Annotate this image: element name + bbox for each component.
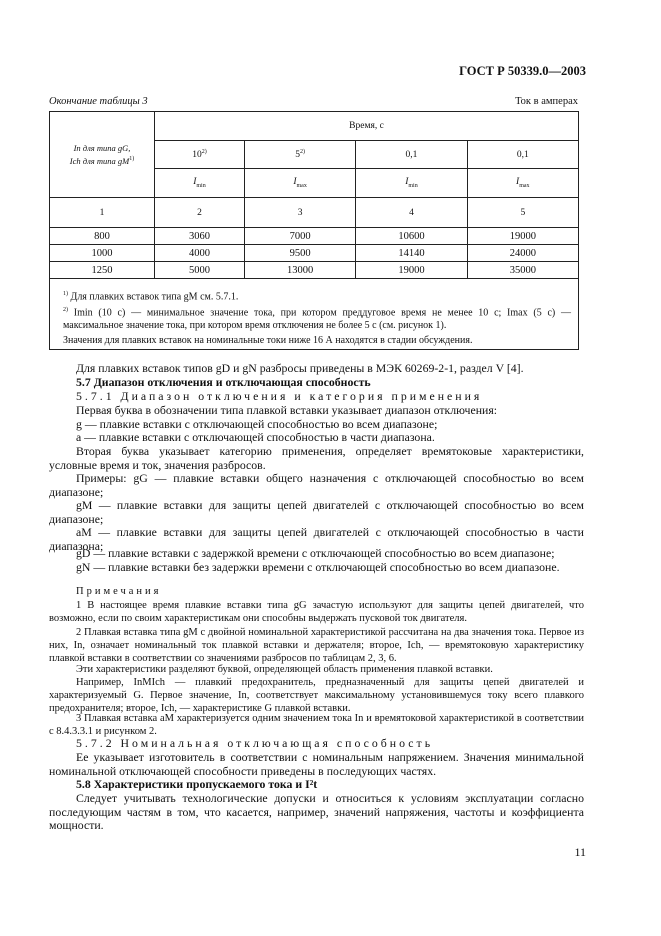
row-header-cell: In для типа gG, Ich для типа $gM^{1)}$ [50, 112, 155, 198]
footnote-3: Значения для плавких вставок на номинальные токи ниже 16 А находятся в стадии обсуждения. [63, 335, 473, 346]
paragraph: Ее указывает изготовитель в соответствии с номинальным напряжением. Значения минимальной номинальной отключающей способности приведены в последующих частях. [49, 750, 584, 778]
section-heading-5-7: 5.7 Диапазон отключения и отключающая способность [76, 375, 371, 389]
paragraph: Примеры: gG — плавкие вставки общего назначения с отключающей способностью во всем диапазоне; [49, 471, 584, 499]
col1-header-line1: In для типа gG, [73, 142, 131, 153]
page-number: 11 [574, 845, 586, 859]
paragraph: Первая буква в обозначении типа плавкой вставки указывает диапазон отключения: [76, 403, 498, 417]
note-2-example: Например, InMIch — плавкий предохранитель, предназначенный для защиты цепей двигателей и характеризуемый G. Первое значение, In, соответствует максимальному установившемуся току всего плавкого предохранителя; второе, Ich, — характеристике G плавкой вставки. [49, 677, 584, 714]
paragraph: a — плавкие вставки с отключающей способностью в части диапазона. [76, 430, 435, 444]
paragraph: Для плавких вставок типов gD и gN разбросы приведены в МЭК 60269-2-1, раздел V [4]. [76, 361, 524, 375]
paragraph: aM — плавкие вставки для защиты цепей двигателей с отключающей способностью в части диапазона; [49, 525, 584, 553]
current-cell: $I_{min}$ [155, 169, 245, 198]
col-number: 4 [356, 198, 467, 228]
note-2: 2 Плавкая вставка типа gM с двойной номинальной характеристикой рассчитана на два значения тока. Первое из них, In, означает номинальный ток плавкой вставки и держателя; второе, Ich, — времятоковую характеристику плавкой вставки в соответствии со значениями разбросов по таблицам 2, 3, 6. [49, 627, 584, 664]
subsection-heading-5-7-1: 5.7.1 Диапазон отключения и категория применения [76, 389, 483, 403]
col-number: 1 [50, 198, 155, 228]
paragraph: gN — плавкие вставки без задержки времени с отключающей способностью во всем диапазоне. [76, 560, 560, 574]
col-number: 2 [155, 198, 245, 228]
section-heading-5-8: 5.8 Характеристики пропускаемого тока и I²t [76, 777, 318, 791]
time-cell: 5$^{2)}$ [244, 141, 355, 169]
time-cell: 0,1 [356, 141, 467, 169]
notes-title: Примечания [76, 586, 162, 597]
note-3: 3 Плавкая вставка aM характеризуется одним значением тока In и времятоковой характеристикой в соответствии с 8.4.3.3.1 и рисунком 2. [49, 713, 584, 737]
time-cell: 0,1 [467, 141, 578, 169]
time-header: Время, с [155, 112, 579, 141]
col-number: 5 [467, 198, 578, 228]
table-row: 800 3060 7000 10600 19000 [50, 228, 579, 245]
current-cell: $I_{min}$ [356, 169, 467, 198]
table-row: 1250 5000 13000 19000 35000 [50, 262, 579, 279]
table-unit-caption: Ток в амперах [515, 96, 578, 107]
current-cell: $I_{max}$ [244, 169, 355, 198]
col-number: 3 [244, 198, 355, 228]
paragraph: Вторая буква указывает категорию применения, определяет времятоковые характеристики, условные время и ток, значения разбросов. [49, 444, 584, 472]
paragraph: gM — плавкие вставки для защиты цепей двигателей с отключающей способностью во всем диапазоне; [49, 498, 584, 526]
table-row: 1000 4000 9500 14140 24000 [50, 245, 579, 262]
note-1: 1 В настоящее время плавкие вставки типа gG зачастую используют для защиты цепей двигателей, что возможно, если по своим характеристикам они способны выдержать пусковой ток двигателя. [49, 600, 584, 624]
current-cell: $I_{max}$ [467, 169, 578, 198]
note-2-continued: Эти характеристики разделяют буквой, определяющей область применения плавкой вставки. [76, 664, 493, 675]
document-header: ГОСТ Р 50339.0—2003 [459, 64, 586, 78]
paragraph: Следует учитывать технологические допуски и относиться к условиям эксплуатации согласно последующим частям в том, что касается, например, значений напряжения, частоты и коэффициента мощности. [49, 791, 584, 832]
footnote-1: $^{1)}$ Для плавких вставок типа gM см. 5.7.1. [63, 291, 239, 303]
col1-header-line2: Ich для типа gM [69, 155, 130, 166]
paragraph: gD — плавкие вставки с задержкой времени с отключающей способностью во всем диапазоне; [76, 546, 555, 560]
subsection-heading-5-7-2: 5.7.2 Номинальная отключающая способность [76, 736, 434, 750]
paragraph: g — плавкие вставки с отключающей способностью во всем диапазоне; [76, 417, 438, 431]
footnote-2: $^{2)}$ Imin (10 с) — минимальное значение тока, при котором преддуговое время не менее 10 с; Imax (5 с) — максимальное значение тока, при котором время отключения не более 5 с (см. рисунок 1). [63, 307, 572, 332]
table-caption: Окончание таблицы 3 [49, 96, 148, 107]
time-cell: 10$^{2)}$ [155, 141, 245, 169]
